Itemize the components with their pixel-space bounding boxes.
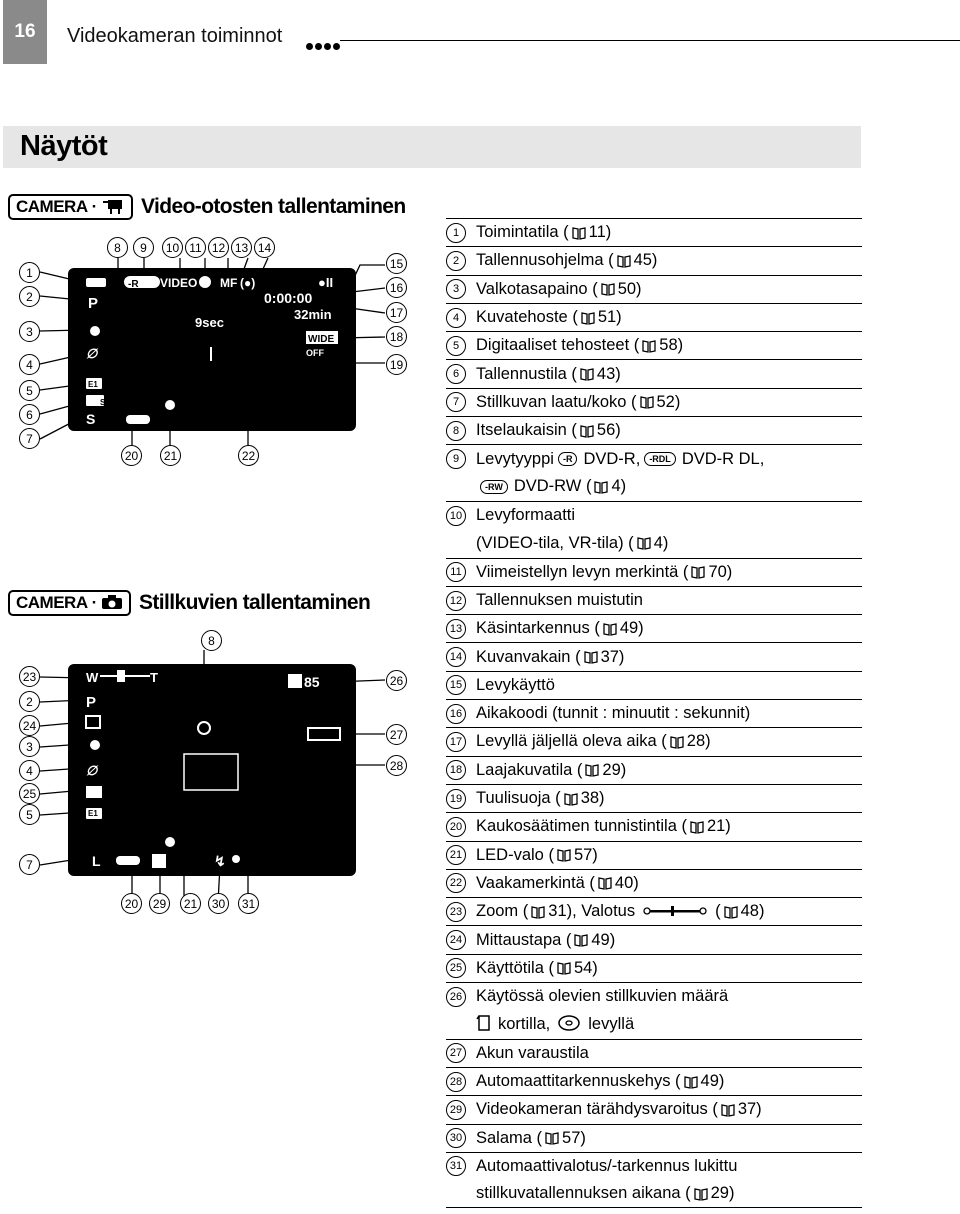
legend-item bbox=[446, 869, 862, 897]
legend-item-continuation bbox=[446, 1010, 862, 1038]
legend-text: Laajakuvatila ( bbox=[476, 760, 583, 779]
legend-item bbox=[446, 897, 862, 925]
legend-text: Kuvatehoste ( bbox=[476, 308, 578, 327]
book-icon bbox=[557, 961, 571, 975]
zoom-t-label: T bbox=[150, 670, 158, 685]
video-callout-7: 7 bbox=[19, 428, 40, 449]
video-camera-icon: · bbox=[92, 197, 125, 217]
legend-item bbox=[446, 614, 862, 642]
exposure-slider-icon: ( bbox=[635, 902, 721, 921]
legend-ref: 57) bbox=[573, 845, 598, 864]
legend-number: 20 bbox=[446, 817, 466, 837]
legend-text: Tallennustila ( bbox=[476, 364, 577, 383]
book-icon bbox=[694, 1187, 708, 1201]
legend-item bbox=[446, 671, 862, 699]
legend-ref: 29) bbox=[602, 760, 627, 779]
still-quality-label: E1 bbox=[88, 380, 98, 389]
legend-text: Mittaustapa ( bbox=[476, 930, 572, 949]
book-icon bbox=[721, 1103, 735, 1117]
legend-number: 10 bbox=[446, 506, 466, 526]
disc-type-icon: -RW bbox=[480, 480, 508, 494]
video-callout-9: 9 bbox=[133, 237, 154, 258]
book-icon bbox=[580, 367, 594, 381]
legend-text: Videokameran tärähdysvaroitus ( bbox=[476, 1100, 718, 1119]
still-mode-heading bbox=[8, 590, 370, 616]
book-icon bbox=[684, 1075, 698, 1089]
still-callout-20: 20 bbox=[121, 893, 142, 914]
still-callout-28: 28 bbox=[386, 755, 407, 776]
legend-text: LED-valo ( bbox=[476, 845, 554, 864]
still-callout-31: 31 bbox=[238, 893, 259, 914]
running-title: Videokameran toiminnot bbox=[67, 25, 283, 47]
legend-ref: 4) bbox=[611, 477, 627, 496]
legend-item bbox=[446, 501, 862, 529]
still-size-l-icon: L bbox=[92, 853, 101, 869]
legend-number: 27 bbox=[446, 1043, 466, 1063]
legend-item bbox=[446, 218, 862, 246]
legend-text: Vaakamerkintä ( bbox=[476, 873, 595, 892]
legend-text: Kuvanvakain ( bbox=[476, 647, 581, 666]
legend-number: 12 bbox=[446, 591, 466, 611]
legend-item bbox=[446, 954, 862, 982]
legend-item-continuation bbox=[446, 1180, 862, 1208]
legend-item bbox=[446, 727, 862, 755]
video-callout-2: 2 bbox=[19, 286, 40, 307]
legend-item bbox=[446, 699, 862, 727]
legend-text: Käytössä olevien stillkuvien määrä bbox=[476, 987, 729, 1006]
legend-item bbox=[446, 388, 862, 416]
still-callout-8: 8 bbox=[201, 630, 222, 651]
svg-text:(●): (●) bbox=[240, 276, 256, 290]
wide-label: WIDE bbox=[308, 334, 335, 345]
legend-item bbox=[446, 246, 862, 274]
legend-text: stillkuvatallennuksen aikana ( bbox=[476, 1184, 691, 1203]
svg-text:●II: ●II bbox=[318, 275, 334, 290]
book-icon bbox=[603, 622, 617, 636]
camera-video-badge: CAMERA · bbox=[8, 194, 133, 220]
legend-number: 8 bbox=[446, 421, 466, 441]
legend-text: Salama ( bbox=[476, 1128, 543, 1147]
video-callout-17: 17 bbox=[386, 302, 407, 323]
still-rec-program-icon: P bbox=[86, 694, 97, 711]
legend-ref: 45) bbox=[633, 251, 658, 270]
book-icon bbox=[637, 536, 651, 550]
video-callout-3: 3 bbox=[19, 321, 40, 342]
book-icon bbox=[585, 763, 599, 777]
legend-item bbox=[446, 303, 862, 331]
legend-item bbox=[446, 558, 862, 586]
legend-text: Automaattitarkennuskehys ( bbox=[476, 1072, 681, 1091]
legend-number: 23 bbox=[446, 902, 466, 922]
disc-type-label: -R bbox=[128, 279, 139, 290]
rec-quality-label: SP bbox=[100, 398, 111, 407]
legend-ref: 43) bbox=[596, 364, 621, 383]
book-icon bbox=[670, 735, 684, 749]
still-callout-2: 2 bbox=[19, 691, 40, 712]
legend-text: (VIDEO-tila, VR-tila) ( bbox=[476, 533, 634, 552]
legend-number: 30 bbox=[446, 1128, 466, 1148]
legend-text: Käyttötila ( bbox=[476, 958, 554, 977]
page-number: 16 bbox=[3, 0, 47, 64]
legend-item-continuation bbox=[446, 529, 862, 557]
legend-ref: 31), Valotus bbox=[548, 902, 636, 921]
disc-format-label: VIDEO bbox=[160, 276, 198, 290]
legend-text: Levyllä jäljellä oleva aika ( bbox=[476, 732, 667, 751]
legend-number: 7 bbox=[446, 392, 466, 412]
svg-text:↯: ↯ bbox=[214, 853, 226, 869]
legend-text: Tallennuksen muistutin bbox=[476, 591, 643, 609]
legend-number: 3 bbox=[446, 279, 466, 299]
legend-text: Toimintatila ( bbox=[476, 223, 569, 242]
legend-item bbox=[446, 359, 862, 387]
legend-text: Digitaaliset tehosteet ( bbox=[476, 336, 640, 355]
still-callout-4: 4 bbox=[19, 760, 40, 781]
legend-item bbox=[446, 982, 862, 1010]
legend-number: 15 bbox=[446, 675, 466, 695]
card-icon bbox=[476, 1015, 498, 1034]
legend-item bbox=[446, 925, 862, 953]
video-mode-heading bbox=[8, 194, 406, 220]
legend-ref: 52) bbox=[656, 392, 681, 411]
still-callout-21: 21 bbox=[180, 893, 201, 914]
video-callout-4: 4 bbox=[19, 354, 40, 375]
still-callout-26: 26 bbox=[386, 670, 407, 691]
legend-item bbox=[446, 1124, 862, 1152]
video-callout-14: 14 bbox=[254, 237, 275, 258]
legend-ref: 28) bbox=[686, 732, 711, 751]
legend-number: 18 bbox=[446, 760, 466, 780]
book-icon bbox=[690, 820, 704, 834]
video-callout-13: 13 bbox=[231, 237, 252, 258]
legend-ref: 37) bbox=[737, 1100, 762, 1119]
legend-number: 31 bbox=[446, 1156, 466, 1176]
still-screen-diagram bbox=[0, 630, 440, 920]
legend-item bbox=[446, 1095, 862, 1123]
section-title-bar bbox=[3, 126, 861, 168]
video-callout-5: 5 bbox=[19, 380, 40, 401]
legend-ref: 48) bbox=[740, 902, 765, 921]
legend-ref: 40) bbox=[614, 873, 639, 892]
wind-label: OFF bbox=[306, 348, 324, 358]
legend-text: levyllä bbox=[588, 1014, 635, 1033]
book-icon bbox=[545, 1131, 559, 1145]
legend-item bbox=[446, 331, 862, 359]
header-rule bbox=[340, 40, 960, 41]
legend-ref: 29) bbox=[710, 1184, 735, 1203]
video-callout-6: 6 bbox=[19, 404, 40, 425]
legend-item bbox=[446, 416, 862, 444]
book-icon bbox=[594, 480, 608, 494]
legend-ref: 54) bbox=[573, 958, 598, 977]
legend-ref: 11) bbox=[588, 223, 612, 242]
legend-ref: 37) bbox=[600, 647, 625, 666]
legend-item bbox=[446, 756, 862, 784]
legend-ref: 4) bbox=[653, 533, 669, 552]
book-icon bbox=[598, 876, 612, 890]
legend-text: Stillkuvan laatu/koko ( bbox=[476, 392, 637, 411]
book-icon bbox=[580, 424, 594, 438]
video-callout-16: 16 bbox=[386, 277, 407, 298]
book-icon bbox=[572, 226, 586, 240]
video-callout-18: 18 bbox=[386, 326, 407, 347]
still-callout-30: 30 bbox=[208, 893, 229, 914]
zoom-w-label: W bbox=[86, 670, 99, 685]
legend-text: DVD-R, bbox=[583, 449, 641, 468]
legend-number: 22 bbox=[446, 873, 466, 893]
video-callout-21: 21 bbox=[160, 445, 181, 466]
video-callout-8: 8 bbox=[107, 237, 128, 258]
legend-ref: 57) bbox=[562, 1128, 586, 1147]
header-dots bbox=[306, 37, 342, 55]
legend-text: Levykäyttö bbox=[476, 675, 555, 694]
legend-ref: 56) bbox=[596, 421, 621, 440]
still-callout-24: 24 bbox=[19, 715, 40, 736]
legend-ref: 58) bbox=[659, 336, 684, 355]
legend-number: 17 bbox=[446, 732, 466, 752]
legend-number: 14 bbox=[446, 647, 466, 667]
legend-number: 13 bbox=[446, 619, 466, 639]
legend-number: 2 bbox=[446, 251, 466, 271]
legend-text: Viimeistellyn levyn merkintä ( bbox=[476, 562, 689, 581]
disc-type-icon: -RDL bbox=[644, 452, 676, 466]
video-callout-10: 10 bbox=[162, 237, 183, 258]
legend-number: 25 bbox=[446, 958, 466, 978]
legend-ref: 49) bbox=[591, 930, 616, 949]
legend-ref: 70) bbox=[708, 562, 733, 581]
legend-item bbox=[446, 784, 862, 812]
legend-text: Zoom ( bbox=[476, 902, 529, 921]
book-icon bbox=[724, 905, 738, 919]
photo-camera-icon: · bbox=[92, 593, 123, 613]
legend-number: 1 bbox=[446, 223, 466, 243]
legend-text: Automaattivalotus/-tarkennus lukittu bbox=[476, 1156, 738, 1175]
video-callout-11: 11 bbox=[185, 237, 206, 258]
book-icon bbox=[564, 792, 578, 806]
still-callout-29: 29 bbox=[149, 893, 170, 914]
legend-number: 9 bbox=[446, 449, 466, 469]
video-callout-19: 19 bbox=[386, 354, 407, 375]
self-timer-label: 9sec bbox=[195, 315, 224, 330]
still-callout-7: 7 bbox=[19, 854, 40, 875]
remaining-time-label: 32min bbox=[294, 307, 332, 322]
legend-text: Levytyyppi bbox=[476, 449, 554, 468]
legend-item bbox=[446, 444, 862, 472]
legend-number: 26 bbox=[446, 987, 466, 1007]
legend-item-continuation bbox=[446, 473, 862, 501]
legend-ref: 50) bbox=[617, 279, 642, 298]
legend-list bbox=[446, 218, 862, 1208]
still-callout-3: 3 bbox=[19, 736, 40, 757]
legend-number: 28 bbox=[446, 1072, 466, 1092]
legend-number: 4 bbox=[446, 308, 466, 328]
legend-text: Käsintarkennus ( bbox=[476, 619, 600, 638]
video-callout-22: 22 bbox=[238, 445, 259, 466]
book-icon bbox=[601, 282, 615, 296]
disc-icon bbox=[550, 1015, 588, 1034]
book-icon bbox=[557, 848, 571, 862]
legend-number: 5 bbox=[446, 336, 466, 356]
legend-text: Kaukosäätimen tunnistintila ( bbox=[476, 817, 687, 836]
book-icon bbox=[574, 933, 588, 947]
video-callout-15: 15 bbox=[386, 253, 407, 274]
legend-text: DVD-R DL, bbox=[681, 449, 765, 468]
legend-ref: 49) bbox=[619, 619, 644, 638]
video-callout-20: 20 bbox=[121, 445, 142, 466]
timecode-label: 0:00:00 bbox=[264, 290, 313, 306]
book-icon bbox=[642, 339, 656, 353]
book-icon bbox=[581, 311, 595, 325]
book-icon bbox=[617, 254, 631, 268]
legend-text: Akun varaustila bbox=[476, 1043, 589, 1062]
focus-label: MF bbox=[220, 276, 238, 290]
legend-text: Tuulisuoja ( bbox=[476, 789, 561, 808]
legend-number: 11 bbox=[446, 562, 466, 582]
camera-still-badge: CAMERA · bbox=[8, 590, 131, 616]
legend-text: DVD-RW ( bbox=[513, 477, 592, 496]
book-icon bbox=[640, 395, 654, 409]
legend-text: Levyformaatti bbox=[476, 506, 576, 525]
legend-text: Tallennusohjelma ( bbox=[476, 251, 614, 270]
svg-text:∅: ∅ bbox=[86, 346, 98, 361]
legend-item bbox=[446, 812, 862, 840]
legend-ref: 21) bbox=[706, 817, 731, 836]
legend-item bbox=[446, 1152, 862, 1180]
book-icon bbox=[691, 565, 705, 579]
video-callout-12: 12 bbox=[208, 237, 229, 258]
still-callout-27: 27 bbox=[386, 724, 407, 745]
still-mode-title: Stillkuvien tallentaminen bbox=[139, 591, 371, 614]
legend-item bbox=[446, 586, 862, 614]
video-screen-diagram bbox=[0, 230, 440, 470]
legend-text: kortilla, bbox=[498, 1014, 551, 1033]
book-icon bbox=[584, 650, 598, 664]
still-callout-25: 25 bbox=[19, 783, 40, 804]
legend-item bbox=[446, 841, 862, 869]
legend-ref: 49) bbox=[700, 1072, 725, 1091]
legend-item bbox=[446, 1039, 862, 1067]
still-size-icon: S bbox=[86, 411, 96, 427]
legend-number: 21 bbox=[446, 845, 466, 865]
still-screen-quality-label: E1 bbox=[88, 809, 98, 818]
legend-number: 24 bbox=[446, 930, 466, 950]
legend-item bbox=[446, 1067, 862, 1095]
rec-program-icon: P bbox=[88, 295, 99, 312]
video-mode-title: Video-otosten tallentaminen bbox=[141, 195, 406, 218]
legend-text: Itselaukaisin ( bbox=[476, 421, 577, 440]
still-callout-5: 5 bbox=[19, 804, 40, 825]
legend-number: 19 bbox=[446, 789, 466, 809]
legend-number: 29 bbox=[446, 1100, 466, 1120]
disc-type-icon: -R bbox=[558, 452, 578, 466]
legend-number: 6 bbox=[446, 364, 466, 384]
book-icon bbox=[531, 905, 545, 919]
legend-ref: 38) bbox=[580, 789, 605, 808]
shot-count-label: 85 bbox=[304, 674, 320, 690]
legend-text: Aikakoodi (tunnit : minuutit : sekunnit) bbox=[476, 704, 751, 723]
still-callout-23: 23 bbox=[19, 666, 40, 687]
video-callout-1: 1 bbox=[19, 262, 40, 283]
section-title: Näytöt bbox=[20, 130, 108, 162]
legend-item bbox=[446, 275, 862, 303]
legend-ref: 51) bbox=[597, 308, 622, 327]
svg-text:∅: ∅ bbox=[86, 763, 98, 778]
legend-item bbox=[446, 642, 862, 670]
legend-text: Valkotasapaino ( bbox=[476, 279, 598, 298]
legend-number: 16 bbox=[446, 704, 466, 724]
